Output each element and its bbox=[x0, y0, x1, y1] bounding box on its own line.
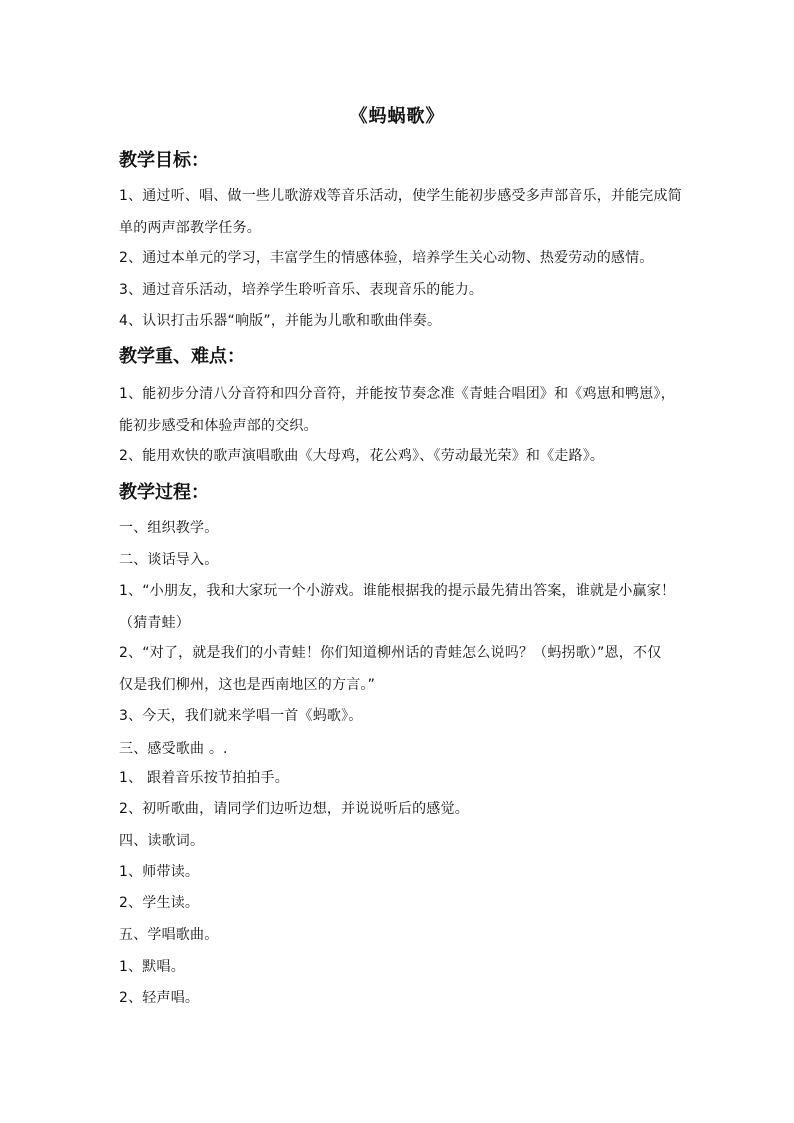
paragraph-line: 1、默唱。 bbox=[119, 959, 185, 975]
paragraph-line: 1、 跟着音乐按节拍拍手。 bbox=[119, 770, 289, 786]
paragraph-line: 2、学生读。 bbox=[119, 895, 200, 911]
paragraph bbox=[119, 887, 679, 919]
paragraph-line: 仅是我们柳州，这也是西南地区的方言。” bbox=[119, 677, 376, 693]
paragraph-line: 三、感受歌曲 。. bbox=[119, 741, 228, 757]
paragraph bbox=[119, 919, 679, 951]
paragraph bbox=[119, 762, 679, 794]
paragraph-line: 3、通过音乐活动，培养学生聆听音乐、表现音乐的能力。 bbox=[119, 282, 484, 298]
paragraph-line: 1、师带读。 bbox=[119, 864, 200, 880]
paragraph bbox=[119, 378, 679, 442]
paragraph bbox=[119, 982, 679, 1014]
paragraph bbox=[119, 637, 679, 701]
section-heading-process: 教学过程： bbox=[119, 482, 209, 503]
paragraph-line: 五、学唱歌曲。 bbox=[119, 927, 219, 943]
paragraph-line: 1、通过听、唱、做一些儿歌游戏等音乐活动，使学生能初步感受多声部音乐，并能完成简 bbox=[119, 188, 682, 204]
paragraph bbox=[119, 951, 679, 983]
paragraph-line: 4、认识打击乐器“响版”，并能为儿歌和歌曲伴奏。 bbox=[119, 313, 442, 329]
document-title: 《蚂蜗歌》 bbox=[349, 106, 445, 127]
paragraph bbox=[119, 512, 679, 544]
paragraph bbox=[119, 274, 679, 306]
paragraph-line: 二、谈话导入。 bbox=[119, 552, 219, 568]
paragraph-line: 四、读歌词。 bbox=[119, 833, 205, 849]
paragraph bbox=[119, 180, 682, 244]
paragraph-line: 一、组织教学。 bbox=[119, 520, 219, 536]
section-heading-key-points: 教学重、难点： bbox=[119, 346, 245, 367]
paragraph-line: 3、今天，我们就来学唱一首《蚂歌》。 bbox=[119, 708, 363, 724]
paragraph-line: 2、初听歌曲，请同学们边听边想，并说说听后的感觉。 bbox=[119, 801, 469, 817]
paragraph-line: 2、“对了，就是我们的小青蛙！你们知道柳州话的青蛙怎么说吗？（蚂拐歌）”恩，不仅 bbox=[119, 645, 662, 661]
paragraph bbox=[119, 856, 679, 888]
paragraph bbox=[119, 700, 679, 732]
paragraph-line: 2、轻声唱。 bbox=[119, 990, 200, 1006]
paragraph-line: 单的两声部教学任务。 bbox=[119, 220, 261, 236]
paragraph bbox=[119, 305, 679, 337]
paragraph bbox=[119, 242, 679, 274]
paragraph bbox=[119, 733, 679, 765]
section-heading-objectives: 教学目标： bbox=[119, 150, 209, 171]
paragraph-line: 能初步感受和体验声部的交织。 bbox=[119, 418, 318, 434]
paragraph bbox=[119, 825, 679, 857]
paragraph bbox=[119, 793, 679, 825]
paragraph bbox=[119, 440, 679, 472]
paragraph bbox=[119, 544, 679, 576]
paragraph-line: （猜青蛙） bbox=[119, 615, 190, 631]
paragraph-line: 2、通过本单元的学习，丰富学生的情感体验，培养学生关心动物、热爱劳动的感情。 bbox=[119, 250, 654, 266]
paragraph-line: 1、能初步分清八分音符和四分音符，并能按节奏念准《青蛙合唱团》和《鸡崽和鸭崽》， bbox=[119, 386, 675, 402]
paragraph-line: 1、“小朋友，我和大家玩一个小游戏。谁能根据我的提示最先猜出答案，谁就是小赢家！ bbox=[119, 583, 676, 599]
paragraph-line: 2、能用欢快的歌声演唱歌曲《大母鸡，花公鸡》、《劳动最光荣》和《走路》。 bbox=[119, 448, 605, 464]
paragraph bbox=[119, 575, 679, 639]
